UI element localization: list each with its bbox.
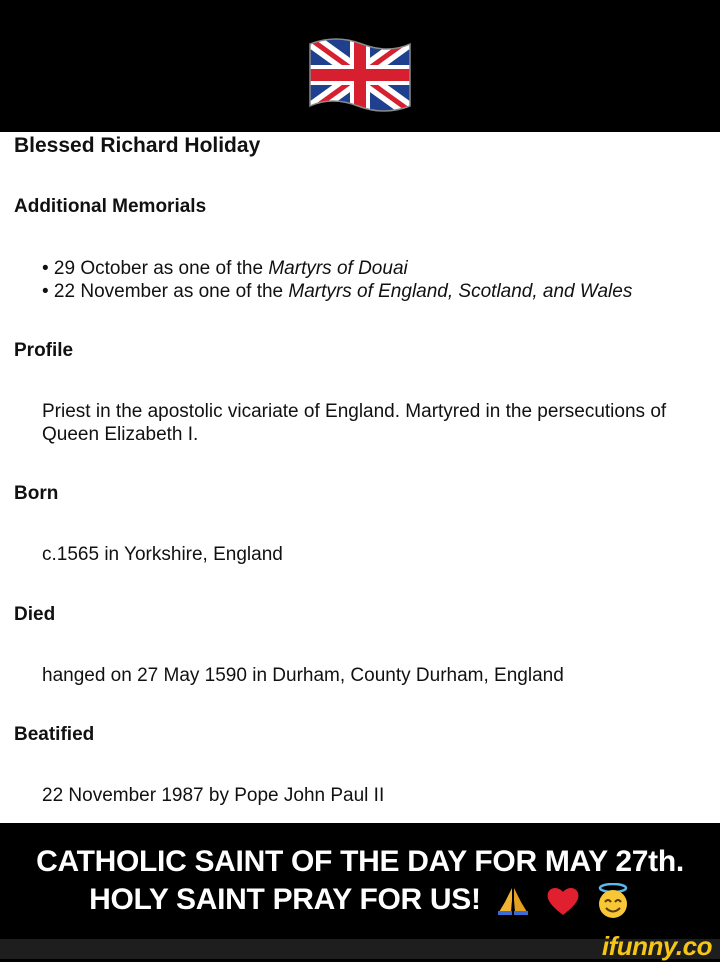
died-heading: Died (14, 604, 56, 625)
additional-memorials-heading: Additional Memorials (14, 196, 207, 217)
profile-text: Priest in the apostolic vicariate of England. Martyred in the persecutions of Queen Elizabeth I. (42, 401, 667, 445)
memorials-list (42, 257, 702, 303)
footer-bar (0, 931, 720, 961)
top-bar (0, 0, 720, 132)
profile-heading: Profile (14, 340, 74, 361)
beatified-heading: Beatified (14, 724, 95, 745)
page-title: Blessed Richard Holiday (14, 134, 261, 157)
memorial-group-link[interactable]: Martyrs of Douai (268, 258, 408, 279)
folded-hands-icon (495, 886, 531, 916)
memorial-item: • 29 October as one of the Martyrs of Douai (42, 258, 408, 279)
memorial-group-link[interactable]: Martyrs of England, Scotland, and Wales (288, 281, 633, 302)
caption-line-2: HOLY SAINT PRAY FOR US! (89, 883, 481, 916)
memorial-item: • 22 November as one of the Martyrs of England, Scotland, and Wales (42, 281, 633, 302)
union-jack-flag-icon (306, 36, 414, 114)
ifunny-watermark[interactable]: ifunny.co (601, 931, 712, 961)
saint-profile-card (0, 132, 720, 823)
smiling-face-with-halo-icon (595, 883, 631, 919)
died-text: hanged on 27 May 1590 in Durham, County Durham, England (42, 665, 564, 686)
caption-line-2-wrap (0, 881, 720, 919)
born-text: c.1565 in Yorkshire, England (42, 544, 283, 565)
red-heart-icon (545, 885, 581, 917)
meme-caption (0, 823, 720, 939)
beatified-text: 22 November 1987 by Pope John Paul II (42, 785, 385, 806)
born-heading: Born (14, 483, 59, 504)
caption-line-1: CATHOLIC SAINT OF THE DAY FOR MAY 27th. (36, 845, 684, 878)
